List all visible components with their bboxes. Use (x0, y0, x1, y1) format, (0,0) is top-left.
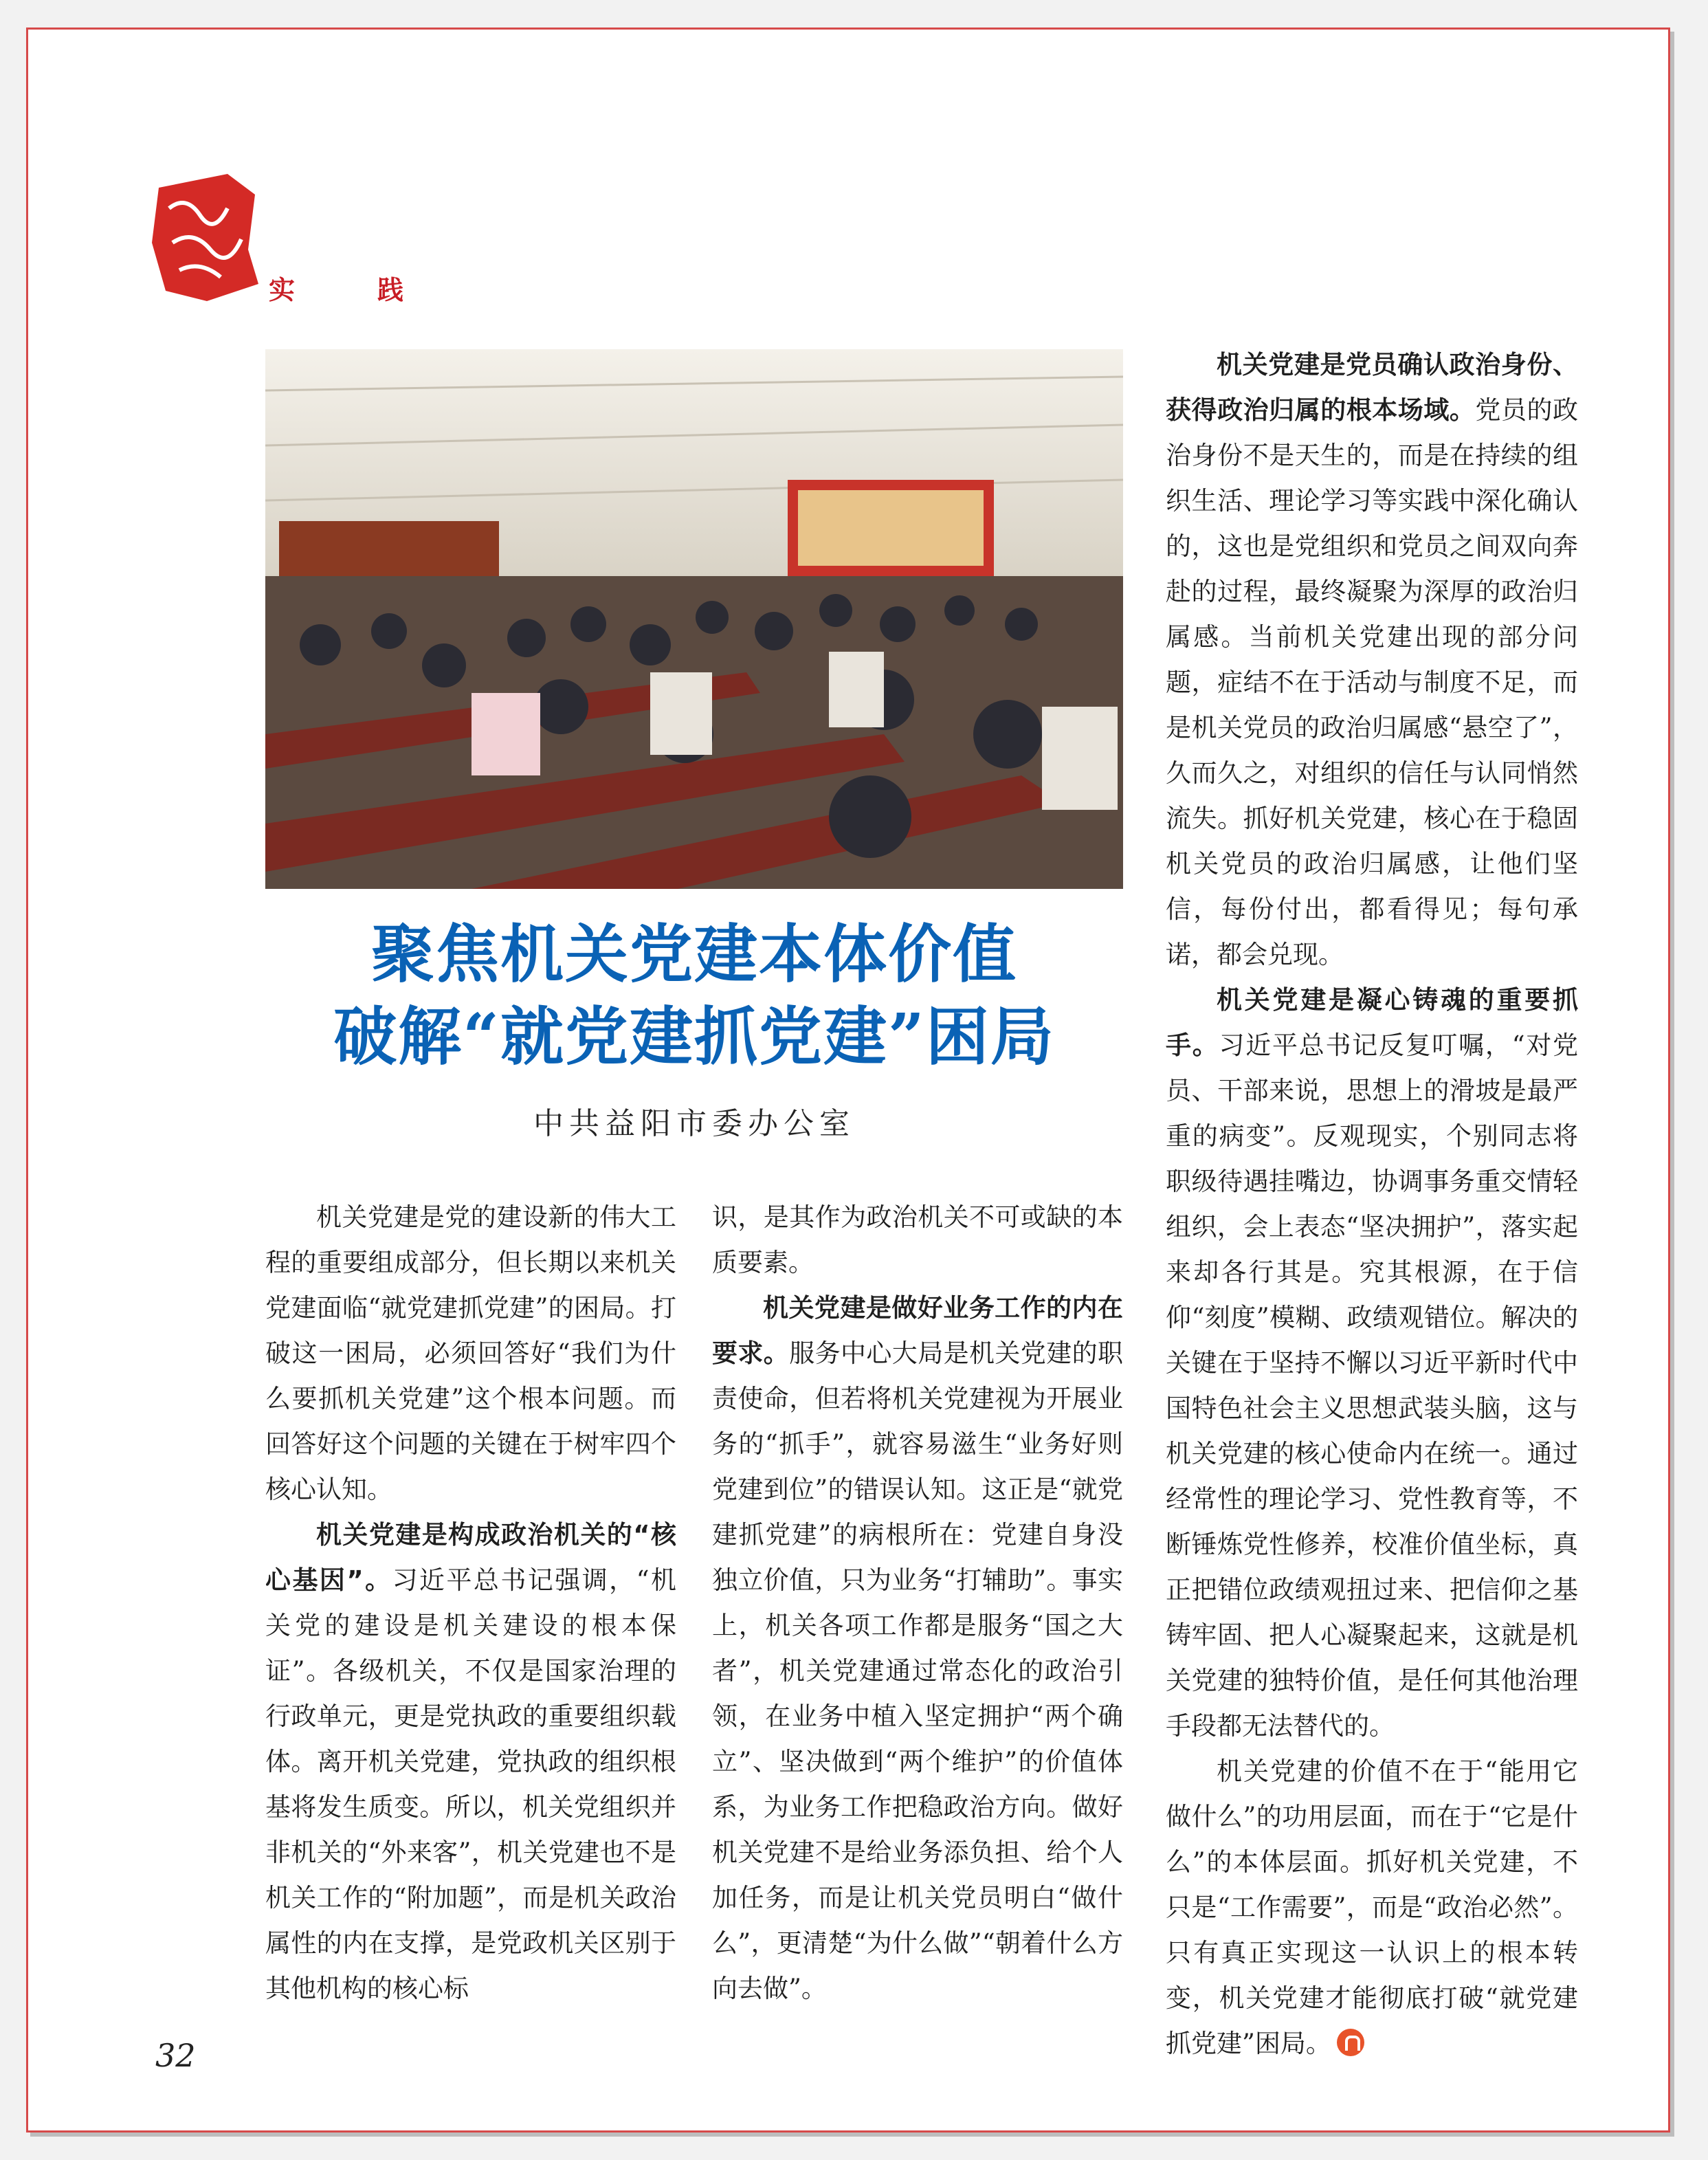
section-label: 实践 (269, 275, 487, 305)
paragraph: 识，是其作为政治机关不可或缺的本质要素。 (712, 1202, 1123, 1277)
logo-seal-icon (145, 167, 262, 305)
text-column-2 (712, 1195, 1123, 2012)
end-mark-icon (1337, 2029, 1364, 2056)
paragraph-heading: 机关党建是凝心铸魂的重要抓手。 (1166, 985, 1578, 1060)
text-column-1 (265, 1195, 676, 2012)
paragraph: 机关党建是构成政治机关的“核心基因”。习近平总书记强调，“机关党的建设是机关建设的根本保证”。各级机关，不仅是国家治理的行政单元，更是党执政的重要组织载体。离开机关党建，党执政的组织根基将发生质变。所以，机关党组织并非机关的“外来客”，机关党建也不是机关工作的“附加题”，而是机关政治属性的内在支撑，是党政机关区别于其他机构的核心标 (265, 1520, 676, 2003)
author-byline: 中共益阳市委办公室 (533, 1106, 855, 1141)
title-line-1: 聚焦机关党建本体价值 (370, 917, 1017, 991)
paragraph: 机关党建是做好业务工作的内在要求。服务中心大局是机关党建的职责使命，但若将机关党建视为开展业务的“抓手”，就容易滋生“业务好则党建到位”的错误认知。这正是“就党建抓党建”的病根所在：党建自身没独立价值，只为业务“打辅助”。事实上，机关各项工作都是服务“国之大者”，机关党建通过常态化的政治引领，在业务中植入坚定拥护“两个确立”、坚决做到“两个维护”的价值体系，为业务工作把稳政治方向。做好机关党建不是给业务添负担、给个人加任务，而是让机关党员明白“做什么”，更清楚“为什么做”“朝着什么方向去做”。 (712, 1293, 1124, 2003)
paragraph: 机关党建是凝心铸魂的重要抓手。习近平总书记反复叮嘱，“对党员、干部来说，思想上的滑坡是最严重的病变”。反观现实，个别同志将职级待遇挂嘴边，协调事务重交情轻组织，会上表态“坚决拥护”，落实起来却各行其是。究其根源，在于信仰“刻度”模糊、政绩观错位。解决的关键在于坚持不懈以习近平新时代中国特色社会主义思想武装头脑，这与机关党建的核心使命内在统一。通过经常性的理论学习、党性教育等，不断锤炼党性修养，校准价值坐标，真正把错位政绩观扭过来、把信仰之基铸牢固、把人心凝聚起来，这就是机关党建的独特价值，是任何其他治理手段都无法替代的。 (1166, 985, 1579, 1741)
meeting-photo (265, 349, 1123, 889)
magazine-logo-stamp (145, 167, 262, 305)
text-column-3 (1166, 342, 1578, 2067)
paragraph-heading: 机关党建是党员确认政治身份、获得政治归属的根本场域。 (1166, 350, 1578, 425)
title-line-2: 破解“就党建抓党建”困局 (333, 1000, 1055, 1074)
paragraph: 机关党建是党员确认政治身份、获得政治归属的根本场域。党员的政治身份不是天生的，而是在持续的组织生活、理论学习等实践中深化确认的，这也是党组织和党员之间双向奔赴的过程，最终凝聚为深厚的政治归属感。当前机关党建出现的部分问题，症结不在于活动与制度不足，而是机关党员的政治归属感“悬空了”，久而久之，对组织的信任与认同悄然流失。抓好机关党建，核心在于稳固机关党员的政治归属感，让他们坚信，每份付出，都看得见；每句承诺，都会兑现。 (1166, 350, 1579, 969)
paragraph: 机关党建的价值不在于“能用它做什么”的功用层面，而在于“它是什么”的本体层面。抓好机关党建，不只是“工作需要”，而是“政治必然”。只有真正实现这一认识上的根本转变，机关党建才能彻底打破“就党建抓党建”困局。 (1166, 1756, 1578, 2058)
article-title (265, 913, 1123, 1078)
paragraph-heading: 机关党建是做好业务工作的内在要求。 (712, 1293, 1123, 1368)
paragraph-heading: 机关党建是构成政治机关的“核心基因”。 (265, 1520, 676, 1595)
page-number: 32 (155, 2037, 196, 2074)
magazine-page (26, 27, 1670, 2133)
paragraph: 机关党建是党的建设新的伟大工程的重要组成部分，但长期以来机关党建面临“就党建抓党建”的困局。打破这一困局，必须回答好“我们为什么要抓机关党建”这个根本问题。而回答好这个问题的关键在于树牢四个核心认知。 (265, 1202, 676, 1504)
